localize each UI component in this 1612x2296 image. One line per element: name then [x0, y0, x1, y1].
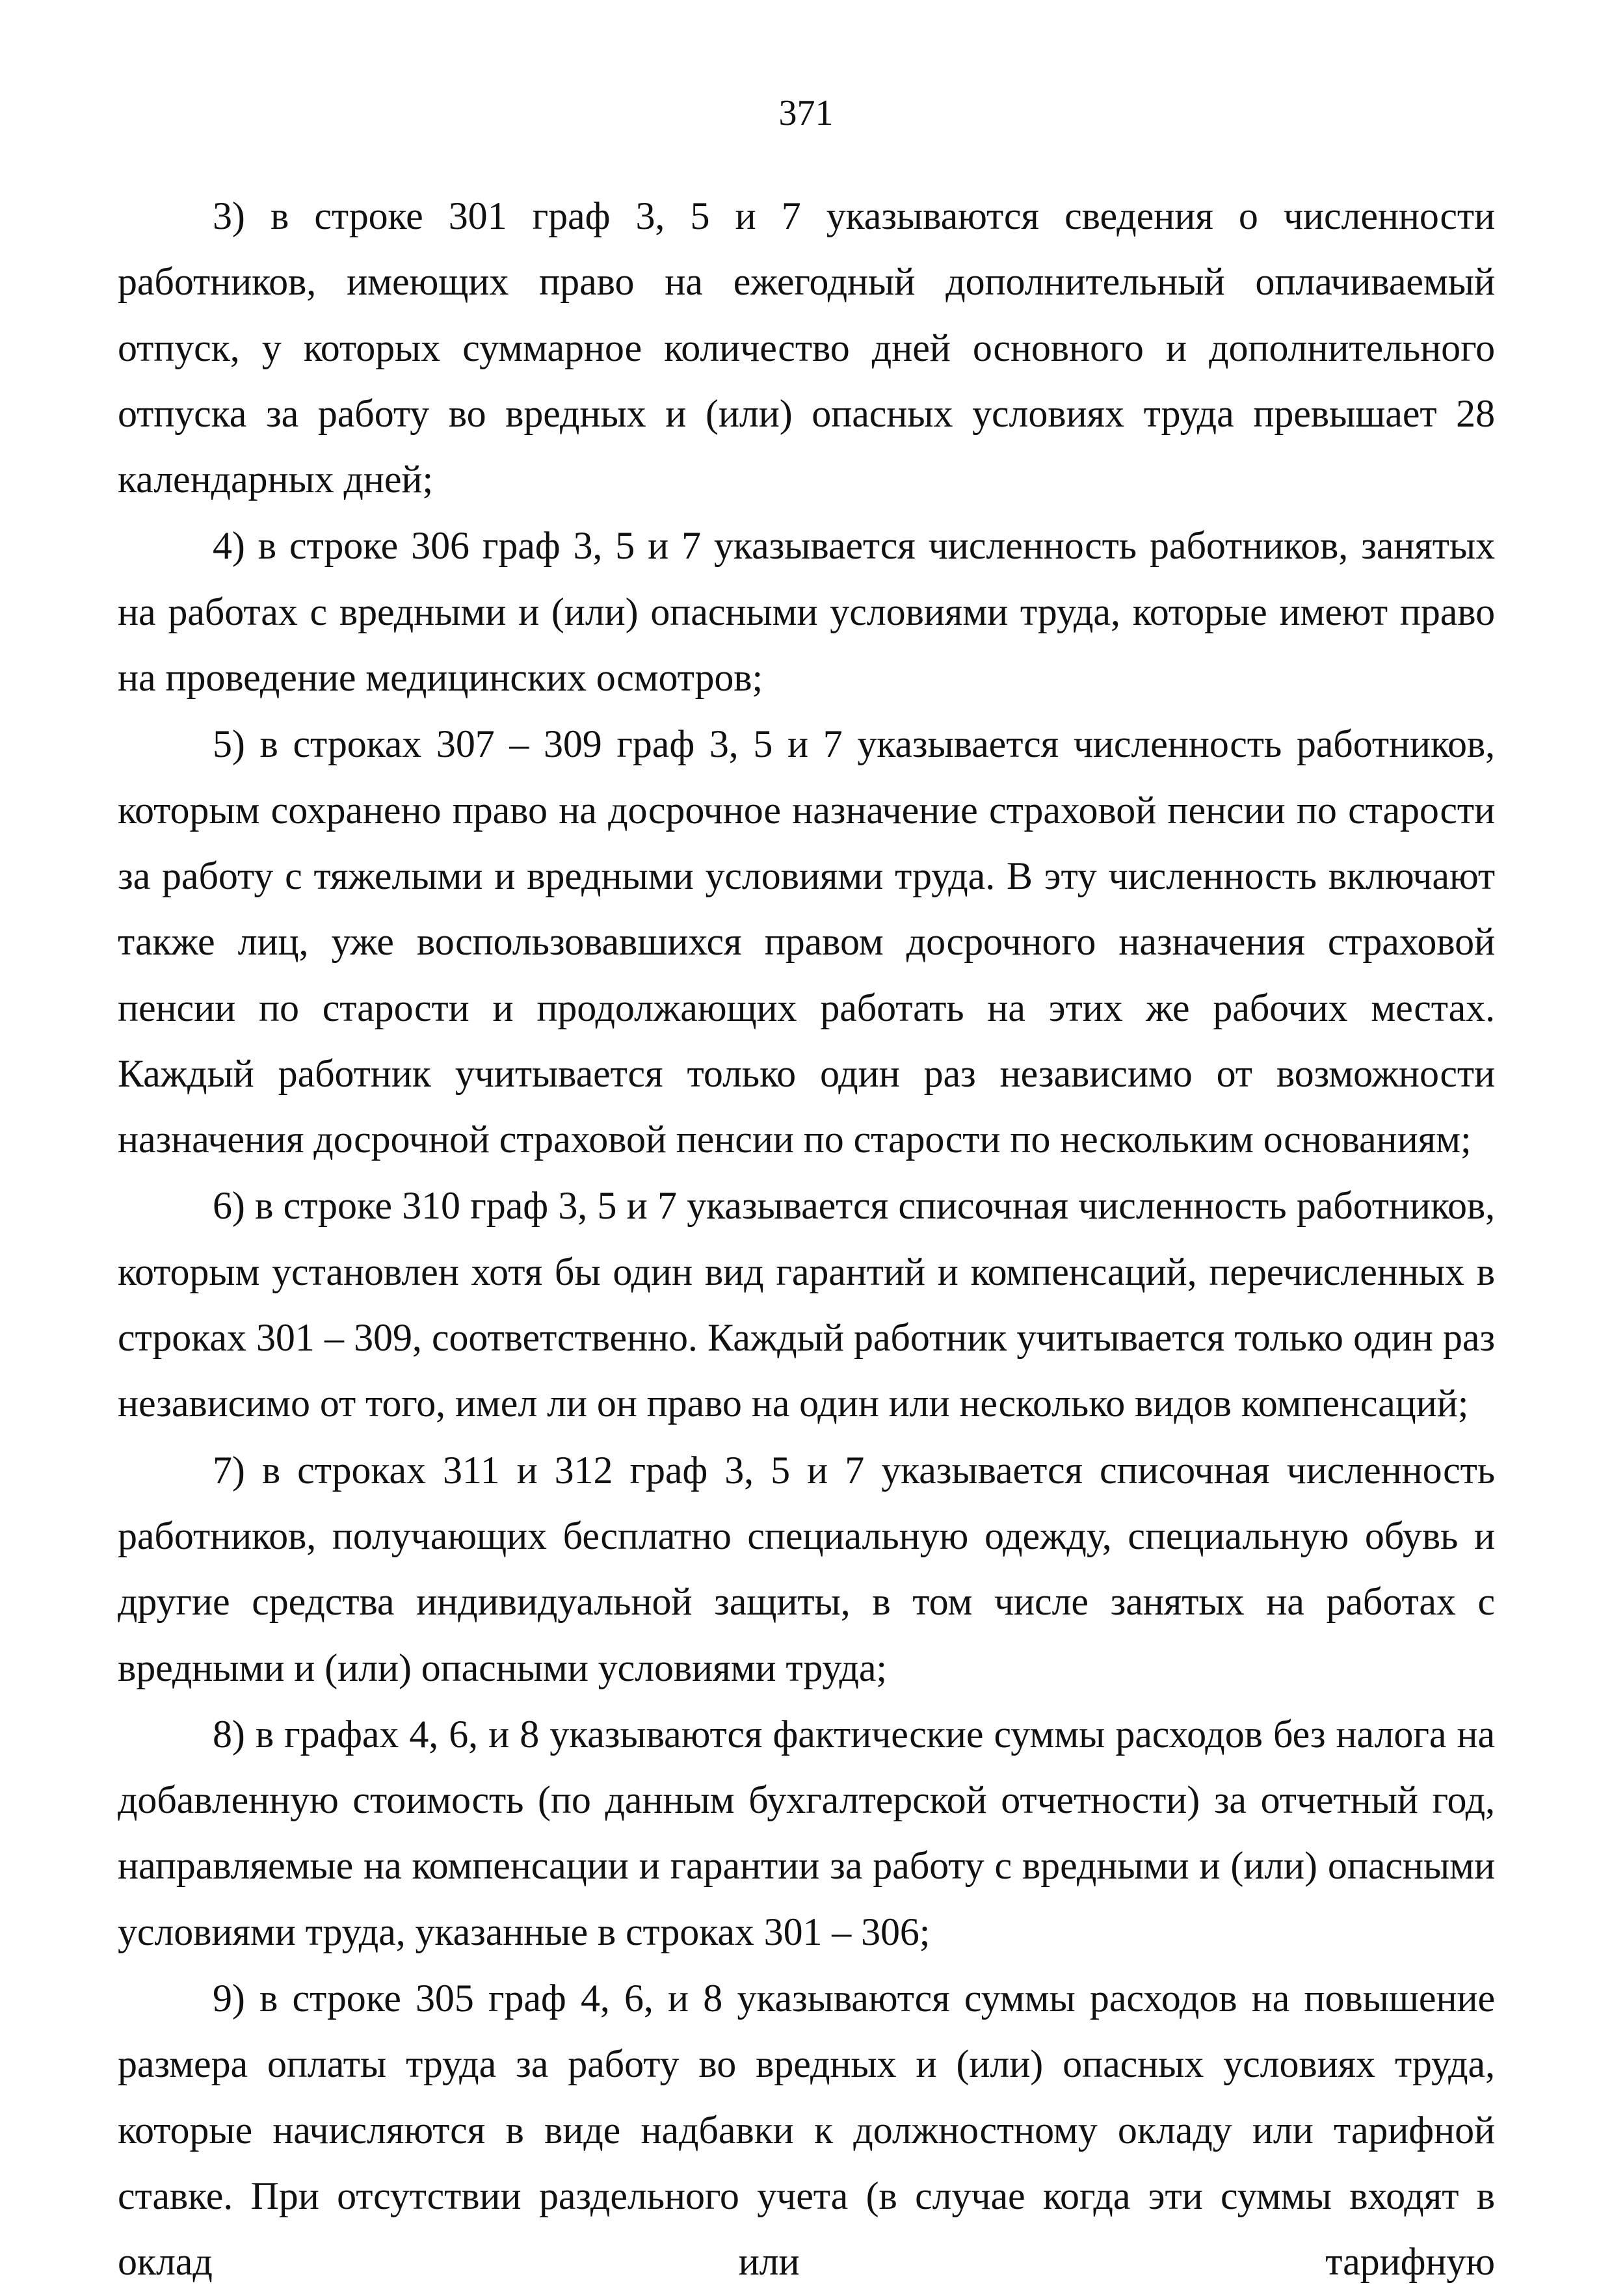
paragraph-item-6: 6) в строке 310 граф 3, 5 и 7 указывается списочная численность работников, которым установлен хотя бы один вид гарантий и компенсаций, перечисленных в строках 301 – 309, соответственно. Каждый работник учитывается только один раз независимо от того, имел ли он право на один или несколько видов компенсаций;: [118, 1184, 1495, 1425]
paragraph-item-8: 8) в графах 4, 6, и 8 указываются фактические суммы расходов без налога на добавленную стоимость (по данным бухгалтерской отчетности) за отчетный год, направляемые на компенсации и гарантии за работу с вредными и (или) опасными условиями труда, указанные в строках 301 – 306;: [118, 1712, 1495, 1953]
paragraph-item-9: 9) в строке 305 граф 4, 6, и 8 указываются суммы расходов на повышение размера оплаты труда за работу во вредных и (или) опасных условиях труда, которые начисляются в виде надбавки к должностному окладу или тарифной ставке. При отсутствии раздельного учета (в случае когда эти суммы входят в оклад или тарифную: [118, 1977, 1495, 2284]
paragraph-item-7: 7) в строках 311 и 312 граф 3, 5 и 7 указывается списочная численность работников, получающих бесплатно специальную одежду, специальную обувь и другие средства индивидуальной защиты, в том числе занятых на работах с вредными и (или) опасными условиями труда;: [118, 1448, 1495, 1689]
page-number: 371: [778, 93, 834, 133]
paragraph-item-3: 3) в строке 301 граф 3, 5 и 7 указываются сведения о численности работников, имеющих право на ежегодный дополнительный оплачиваемый отпуск, у которых суммарное количество дней основного и дополнительного отпуска за работу во вредных и (или) опасных условиях труда превышает 28 календарных дней;: [118, 194, 1495, 501]
document-body: [118, 183, 1495, 2296]
paragraph-item-4: 4) в строке 306 граф 3, 5 и 7 указывается численность работников, занятых на работах с вредными и (или) опасными условиями труда, которые имеют право на проведение медицинских осмотров;: [118, 524, 1495, 700]
paragraph-item-5: 5) в строках 307 – 309 граф 3, 5 и 7 указывается численность работников, которым сохранено право на досрочное назначение страховой пенсии по старости за работу с тяжелыми и вредными условиями труда. В эту численность включают также лиц, уже воспользовавшихся правом досрочного назначения страховой пенсии по старости и продолжающих работать на этих же рабочих местах. Каждый работник учитывается только один раз независимо от возможности назначения досрочной страховой пенсии по старости по нескольким основаниям;: [118, 722, 1495, 1161]
